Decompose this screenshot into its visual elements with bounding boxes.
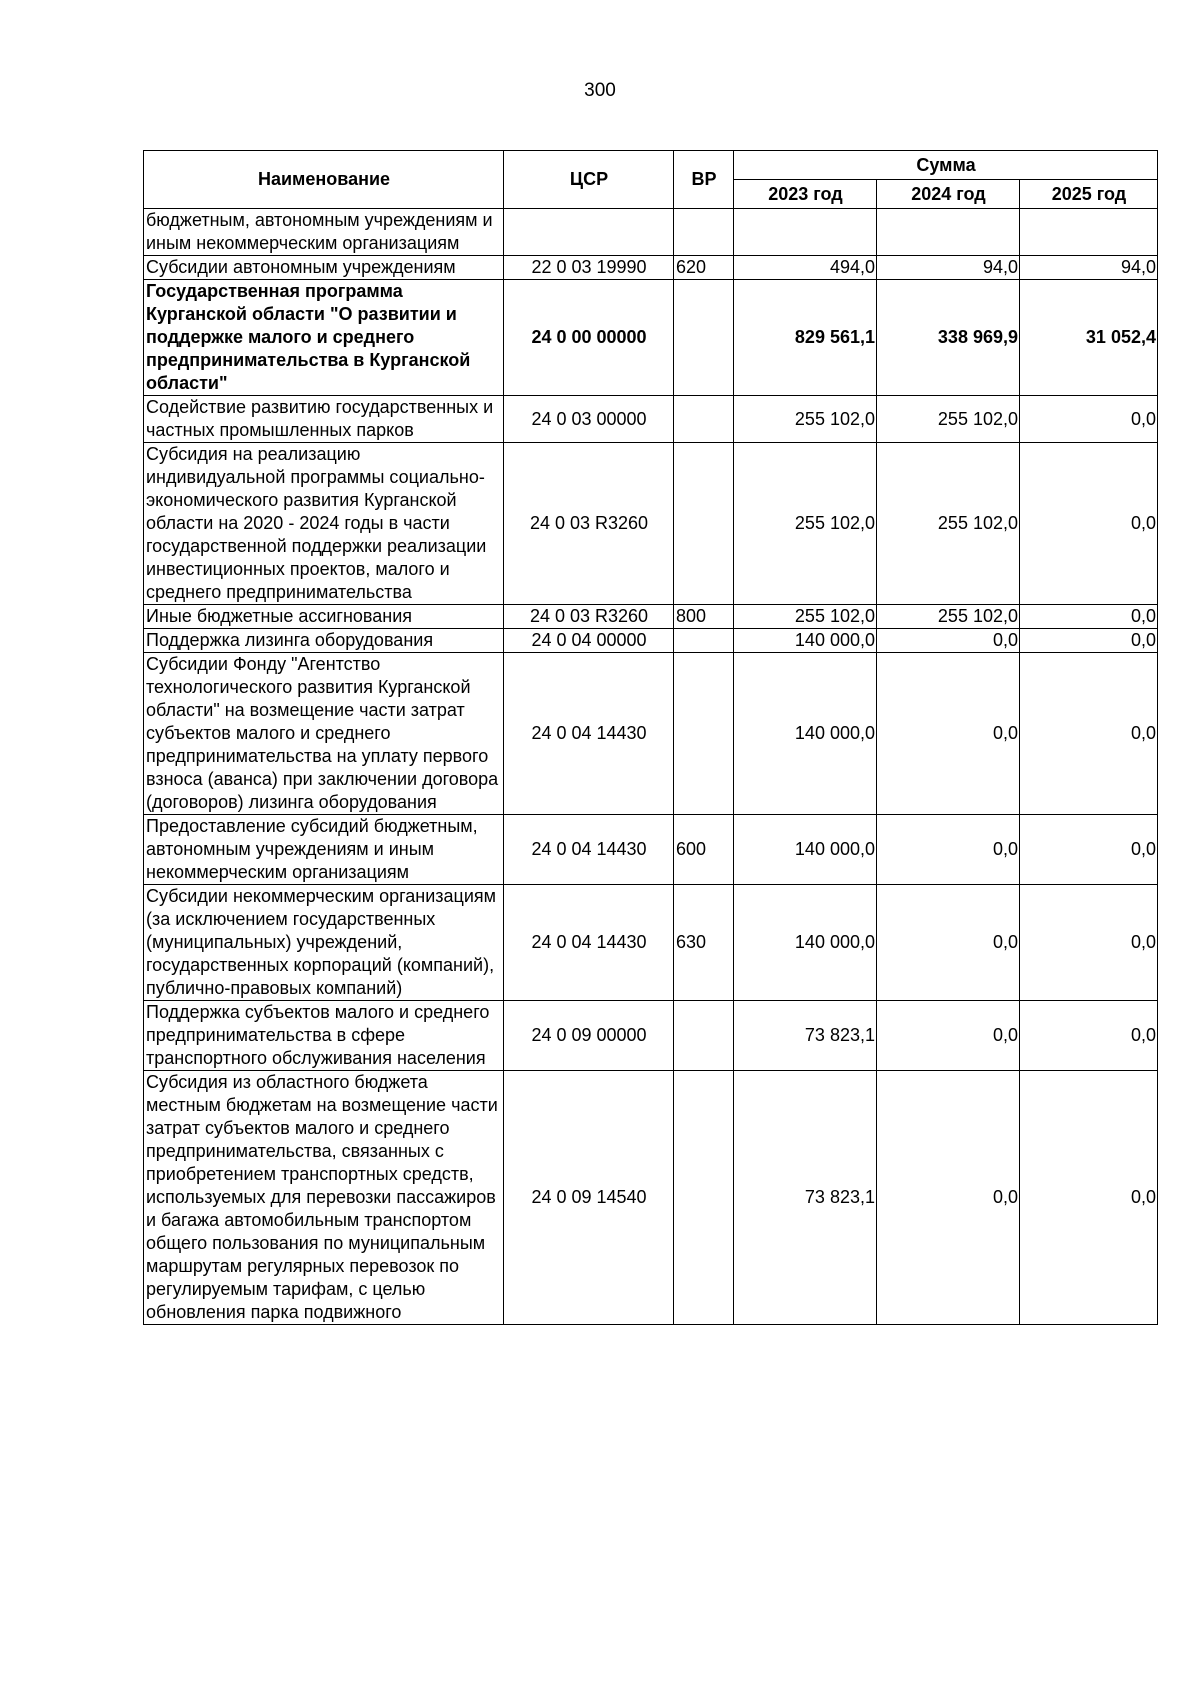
header-vr: ВР	[674, 151, 734, 209]
cell-2024: 0,0	[877, 1071, 1020, 1325]
cell-csr: 24 0 03 R3260	[504, 443, 674, 605]
cell-2024: 255 102,0	[877, 605, 1020, 629]
cell-vr	[674, 653, 734, 815]
cell-2024: 0,0	[877, 653, 1020, 815]
cell-vr	[674, 280, 734, 396]
cell-name: бюджетным, автономным учреждениям и иным некоммерческим организациям	[144, 209, 504, 256]
cell-name: Поддержка лизинга оборудования	[144, 629, 504, 653]
cell-vr	[674, 209, 734, 256]
cell-name: Субсидия из областного бюджета местным бюджетам на возмещение части затрат субъектов малого и среднего предпринимательства, связанных с приобретением транспортных средств, используемых для перевозки пассажиров и багажа автомобильным транспортом общего пользования по муниципальным маршрутам регулярных перевозок по регулируемым тарифам, с целью обновления парка подвижного	[144, 1071, 504, 1325]
cell-2025	[1020, 209, 1158, 256]
cell-2025: 0,0	[1020, 605, 1158, 629]
cell-name: Субсидия на реализацию индивидуальной программы социально-экономического развития Курганской области на 2020 - 2024 годы в части государственной поддержки реализации инвестиционных проектов, малого и среднего предпринимательства	[144, 443, 504, 605]
cell-2024: 0,0	[877, 815, 1020, 885]
header-year-2023: 2023 год	[734, 180, 877, 209]
cell-2024: 255 102,0	[877, 396, 1020, 443]
cell-2023: 255 102,0	[734, 396, 877, 443]
table-row	[144, 605, 1158, 629]
cell-vr: 800	[674, 605, 734, 629]
cell-2025: 0,0	[1020, 1001, 1158, 1071]
cell-2023: 73 823,1	[734, 1071, 877, 1325]
cell-name: Субсидии Фонду "Агентство технологического развития Курганской области" на возмещение части затрат субъектов малого и среднего предпринимательства на уплату первого взноса (аванса) при заключении договора (договоров) лизинга оборудования	[144, 653, 504, 815]
cell-2024: 0,0	[877, 885, 1020, 1001]
cell-vr: 630	[674, 885, 734, 1001]
cell-name: Поддержка субъектов малого и среднего предпринимательства в сфере транспортного обслуживания населения	[144, 1001, 504, 1071]
cell-name: Содействие развитию государственных и частных промышленных парков	[144, 396, 504, 443]
cell-name: Иные бюджетные ассигнования	[144, 605, 504, 629]
cell-2024: 255 102,0	[877, 443, 1020, 605]
header-year-2025: 2025 год	[1020, 180, 1158, 209]
cell-2025: 0,0	[1020, 885, 1158, 1001]
table-row	[144, 653, 1158, 815]
cell-vr	[674, 629, 734, 653]
cell-2025: 31 052,4	[1020, 280, 1158, 396]
cell-2023: 829 561,1	[734, 280, 877, 396]
cell-2025: 0,0	[1020, 1071, 1158, 1325]
table-row	[144, 629, 1158, 653]
budget-table	[143, 150, 1158, 1325]
cell-2023: 140 000,0	[734, 885, 877, 1001]
table-row	[144, 1071, 1158, 1325]
table-row	[144, 443, 1158, 605]
cell-csr: 22 0 03 19990	[504, 256, 674, 280]
cell-2025: 0,0	[1020, 815, 1158, 885]
cell-csr: 24 0 00 00000	[504, 280, 674, 396]
cell-csr: 24 0 03 R3260	[504, 605, 674, 629]
cell-2024	[877, 209, 1020, 256]
table-row	[144, 209, 1158, 256]
cell-2024: 94,0	[877, 256, 1020, 280]
cell-vr	[674, 1001, 734, 1071]
cell-vr	[674, 443, 734, 605]
cell-2023: 140 000,0	[734, 815, 877, 885]
cell-2023: 494,0	[734, 256, 877, 280]
cell-2025: 0,0	[1020, 443, 1158, 605]
cell-vr	[674, 396, 734, 443]
cell-2024: 338 969,9	[877, 280, 1020, 396]
header-csr: ЦСР	[504, 151, 674, 209]
cell-csr: 24 0 09 14540	[504, 1071, 674, 1325]
table-row	[144, 885, 1158, 1001]
cell-2023: 140 000,0	[734, 629, 877, 653]
page-number: 300	[584, 80, 616, 101]
cell-2025: 0,0	[1020, 653, 1158, 815]
cell-2023: 140 000,0	[734, 653, 877, 815]
cell-vr	[674, 1071, 734, 1325]
cell-2024: 0,0	[877, 629, 1020, 653]
cell-csr: 24 0 03 00000	[504, 396, 674, 443]
cell-2023: 255 102,0	[734, 443, 877, 605]
cell-2023: 255 102,0	[734, 605, 877, 629]
table-row	[144, 815, 1158, 885]
header-name: Наименование	[144, 151, 504, 209]
cell-name: Государственная программа Курганской области "О развитии и поддержке малого и среднего предпринимательства в Курганской области"	[144, 280, 504, 396]
table-row	[144, 1001, 1158, 1071]
header-year-2024: 2024 год	[877, 180, 1020, 209]
cell-2023: 73 823,1	[734, 1001, 877, 1071]
cell-2025: 94,0	[1020, 256, 1158, 280]
cell-name: Предоставление субсидий бюджетным, автономным учреждениям и иным некоммерческим организациям	[144, 815, 504, 885]
cell-csr: 24 0 09 00000	[504, 1001, 674, 1071]
table-header	[144, 151, 1158, 209]
table-row	[144, 396, 1158, 443]
cell-2023	[734, 209, 877, 256]
cell-csr: 24 0 04 14430	[504, 653, 674, 815]
cell-2025: 0,0	[1020, 629, 1158, 653]
cell-vr: 620	[674, 256, 734, 280]
cell-csr: 24 0 04 00000	[504, 629, 674, 653]
cell-name: Субсидии автономным учреждениям	[144, 256, 504, 280]
header-sum: Сумма	[734, 151, 1158, 180]
cell-csr: 24 0 04 14430	[504, 815, 674, 885]
cell-vr: 600	[674, 815, 734, 885]
cell-csr: 24 0 04 14430	[504, 885, 674, 1001]
table-body	[144, 209, 1158, 1325]
table-row	[144, 256, 1158, 280]
cell-2025: 0,0	[1020, 396, 1158, 443]
cell-2024: 0,0	[877, 1001, 1020, 1071]
cell-name: Субсидии некоммерческим организациям (за исключением государственных (муниципальных) учреждений, государственных корпораций (компаний), публично-правовых компаний)	[144, 885, 504, 1001]
table-row	[144, 280, 1158, 396]
cell-csr	[504, 209, 674, 256]
